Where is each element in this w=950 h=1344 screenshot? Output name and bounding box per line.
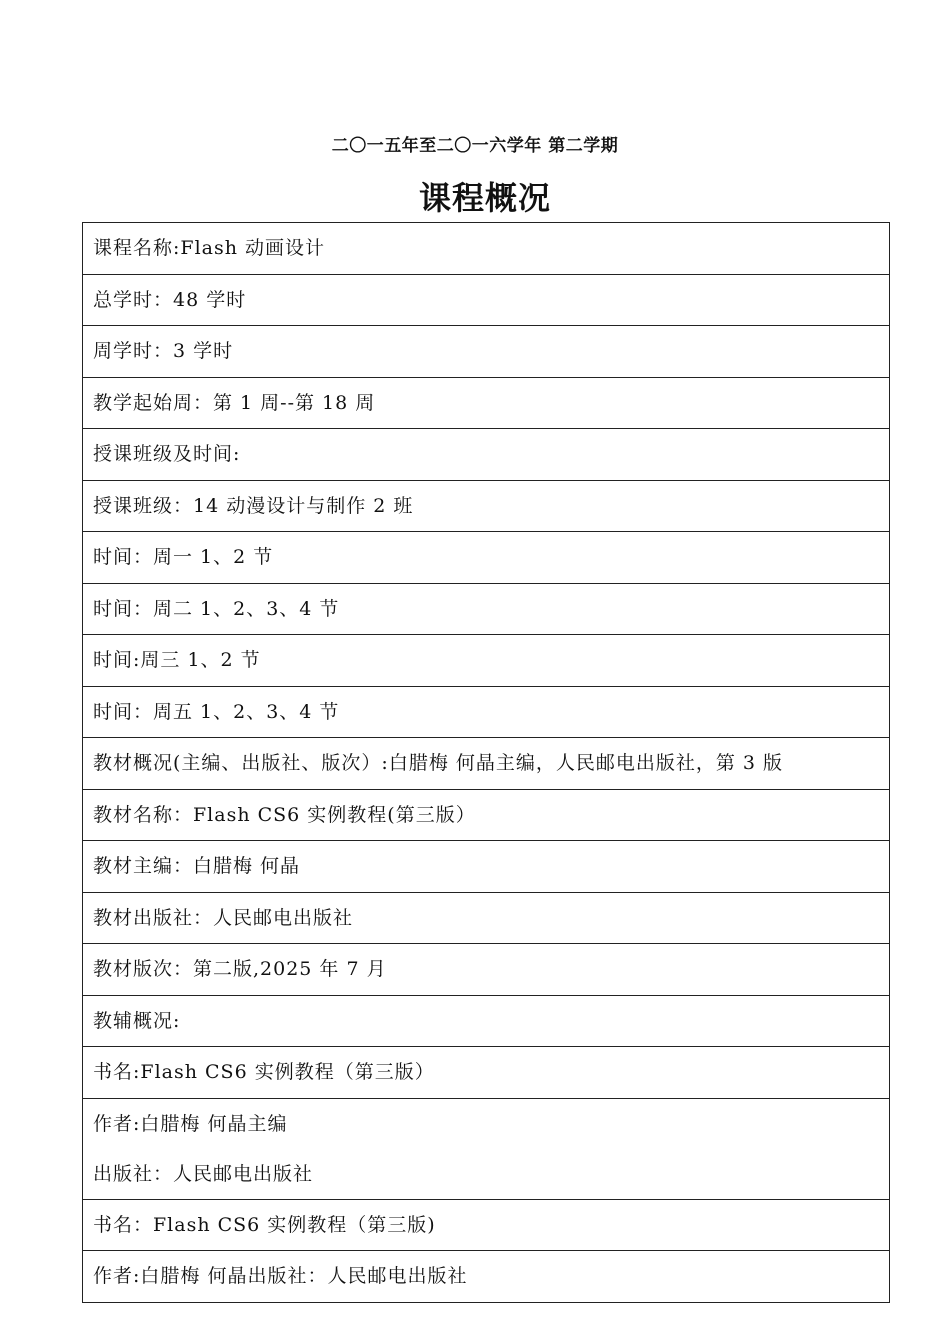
table-row — [83, 429, 889, 481]
table-row — [83, 635, 889, 687]
cell-text: 教辅概况: — [93, 1009, 181, 1032]
cell-text: 课程名称:Flash 动画设计 — [93, 237, 326, 259]
table-row — [83, 1251, 889, 1303]
table-row — [83, 1200, 889, 1252]
cell-text: 时间：周五 1、2、3、4 节 — [93, 700, 340, 723]
course-overview-table — [82, 222, 890, 1303]
table-row — [83, 1047, 889, 1099]
table-row — [83, 326, 889, 378]
cell-text: 总学时：48 学时 — [93, 288, 247, 311]
cell-text: 出版社：人民邮电出版社 — [93, 1162, 314, 1185]
cell-text: 作者:白腊梅 何晶出版社：人民邮电出版社 — [93, 1265, 468, 1287]
cell-text: 教材出版社：人民邮电出版社 — [93, 906, 354, 929]
table-row — [83, 687, 889, 739]
cell-text: 教材版次：第二版,2025 年 7 月 — [93, 958, 387, 980]
table-row — [83, 1099, 889, 1200]
table-row — [83, 481, 889, 533]
cell-text: 教学起始周：第 1 周--第 18 周 — [93, 391, 376, 414]
cell-text: 时间：周一 1、2 节 — [93, 546, 274, 568]
cell-text: 作者:白腊梅 何晶主编 — [93, 1112, 288, 1135]
semester-heading: 二〇一五年至二〇一六学年 第二学期 — [331, 136, 619, 156]
cell-text: 教材概况(主编、出版社、版次）:白腊梅 何晶主编，人民邮电出版社，第 3 版 — [93, 752, 784, 774]
cell-text: 书名：Flash CS6 实例教程（第三版) — [93, 1213, 436, 1236]
cell-text: 周学时：3 学时 — [93, 340, 234, 362]
cell-text: 时间:周三 1、2 节 — [93, 649, 261, 671]
table-row — [83, 841, 889, 893]
table-row — [83, 275, 889, 327]
table-row — [83, 584, 889, 636]
cell-text: 教材名称：Flash CS6 实例教程(第三版） — [93, 803, 476, 826]
table-row — [83, 223, 889, 275]
cell-text: 时间：周二 1、2、3、4 节 — [93, 597, 340, 620]
cell-text: 书名:Flash CS6 实例教程（第三版） — [93, 1061, 435, 1083]
cell-text: 教材主编：白腊梅 何晶 — [93, 855, 301, 877]
table-row — [83, 532, 889, 584]
table-row — [83, 996, 889, 1048]
table-row — [83, 893, 889, 945]
cell-text: 授课班级及时间: — [93, 443, 241, 465]
cell-text: 授课班级：14 动漫设计与制作 2 班 — [93, 494, 414, 517]
table-row — [83, 944, 889, 996]
table-row — [83, 378, 889, 430]
table-row — [83, 738, 889, 790]
table-row — [83, 790, 889, 842]
page-title: 课程概况 — [418, 179, 551, 217]
